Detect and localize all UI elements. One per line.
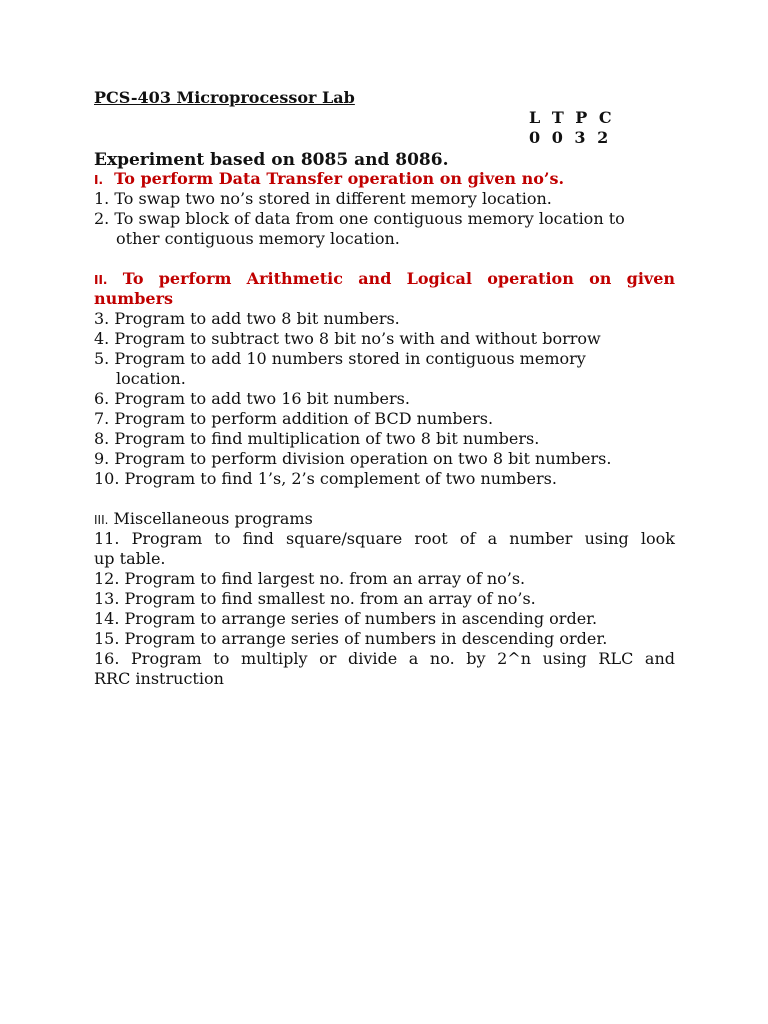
section-2-title-line2: numbers	[94, 289, 173, 308]
list-item: 9. Program to perform division operation on two 8 bit numbers.	[94, 449, 612, 468]
list-item: 3. Program to add two 8 bit numbers.	[94, 309, 400, 328]
section-1-numeral: I.	[94, 173, 104, 187]
list-item: 4. Program to subtract two 8 bit no’s with and without borrow	[94, 329, 601, 348]
section-3-title: Miscellaneous programs	[113, 509, 313, 528]
section-1-title: To perform Data Transfer operation on given no’s.	[114, 169, 565, 188]
ltpc-values: 0 0 3 2	[529, 128, 612, 147]
list-item: 1. To swap two no’s stored in different memory location.	[94, 189, 552, 208]
list-item: 6. Program to add two 16 bit numbers.	[94, 389, 410, 408]
section-3-heading	[94, 509, 313, 530]
list-item-continuation: location.	[116, 369, 186, 388]
list-item-continuation: other contiguous memory location.	[116, 229, 400, 248]
list-item: 16. Program to multiply or divide a no. by 2^n using RLC and	[94, 649, 675, 668]
list-item-continuation: RRC instruction	[94, 669, 224, 688]
experiment-heading: Experiment based on 8085 and 8086.	[94, 150, 449, 170]
list-item: 10. Program to find 1’s, 2’s complement of two numbers.	[94, 469, 557, 488]
list-item: 2. To swap block of data from one contiguous memory location to	[94, 209, 625, 228]
list-item: 8. Program to find multiplication of two 8 bit numbers.	[94, 429, 540, 448]
ltpc-header: L T P C	[529, 108, 615, 127]
list-item: 13. Program to find smallest no. from an array of no’s.	[94, 589, 536, 608]
list-item: 11. Program to find square/square root of a number using look	[94, 529, 675, 548]
section-2-heading	[94, 269, 675, 290]
list-item: 14. Program to arrange series of numbers in ascending order.	[94, 609, 598, 628]
list-item: 15. Program to arrange series of numbers in descending order.	[94, 629, 608, 648]
list-item: 7. Program to perform addition of BCD numbers.	[94, 409, 494, 428]
section-1-heading	[94, 169, 564, 190]
course-title: PCS-403 Microprocessor Lab	[94, 88, 355, 107]
section-3-numeral: III.	[94, 513, 109, 527]
section-2-title-line1: To perform Arithmetic and Logical operation on given	[122, 269, 676, 288]
section-2-numeral: II.	[94, 273, 108, 287]
list-item: 5. Program to add 10 numbers stored in contiguous memory	[94, 349, 586, 368]
list-item: 12. Program to find largest no. from an array of no’s.	[94, 569, 526, 588]
list-item-continuation: up table.	[94, 549, 166, 568]
